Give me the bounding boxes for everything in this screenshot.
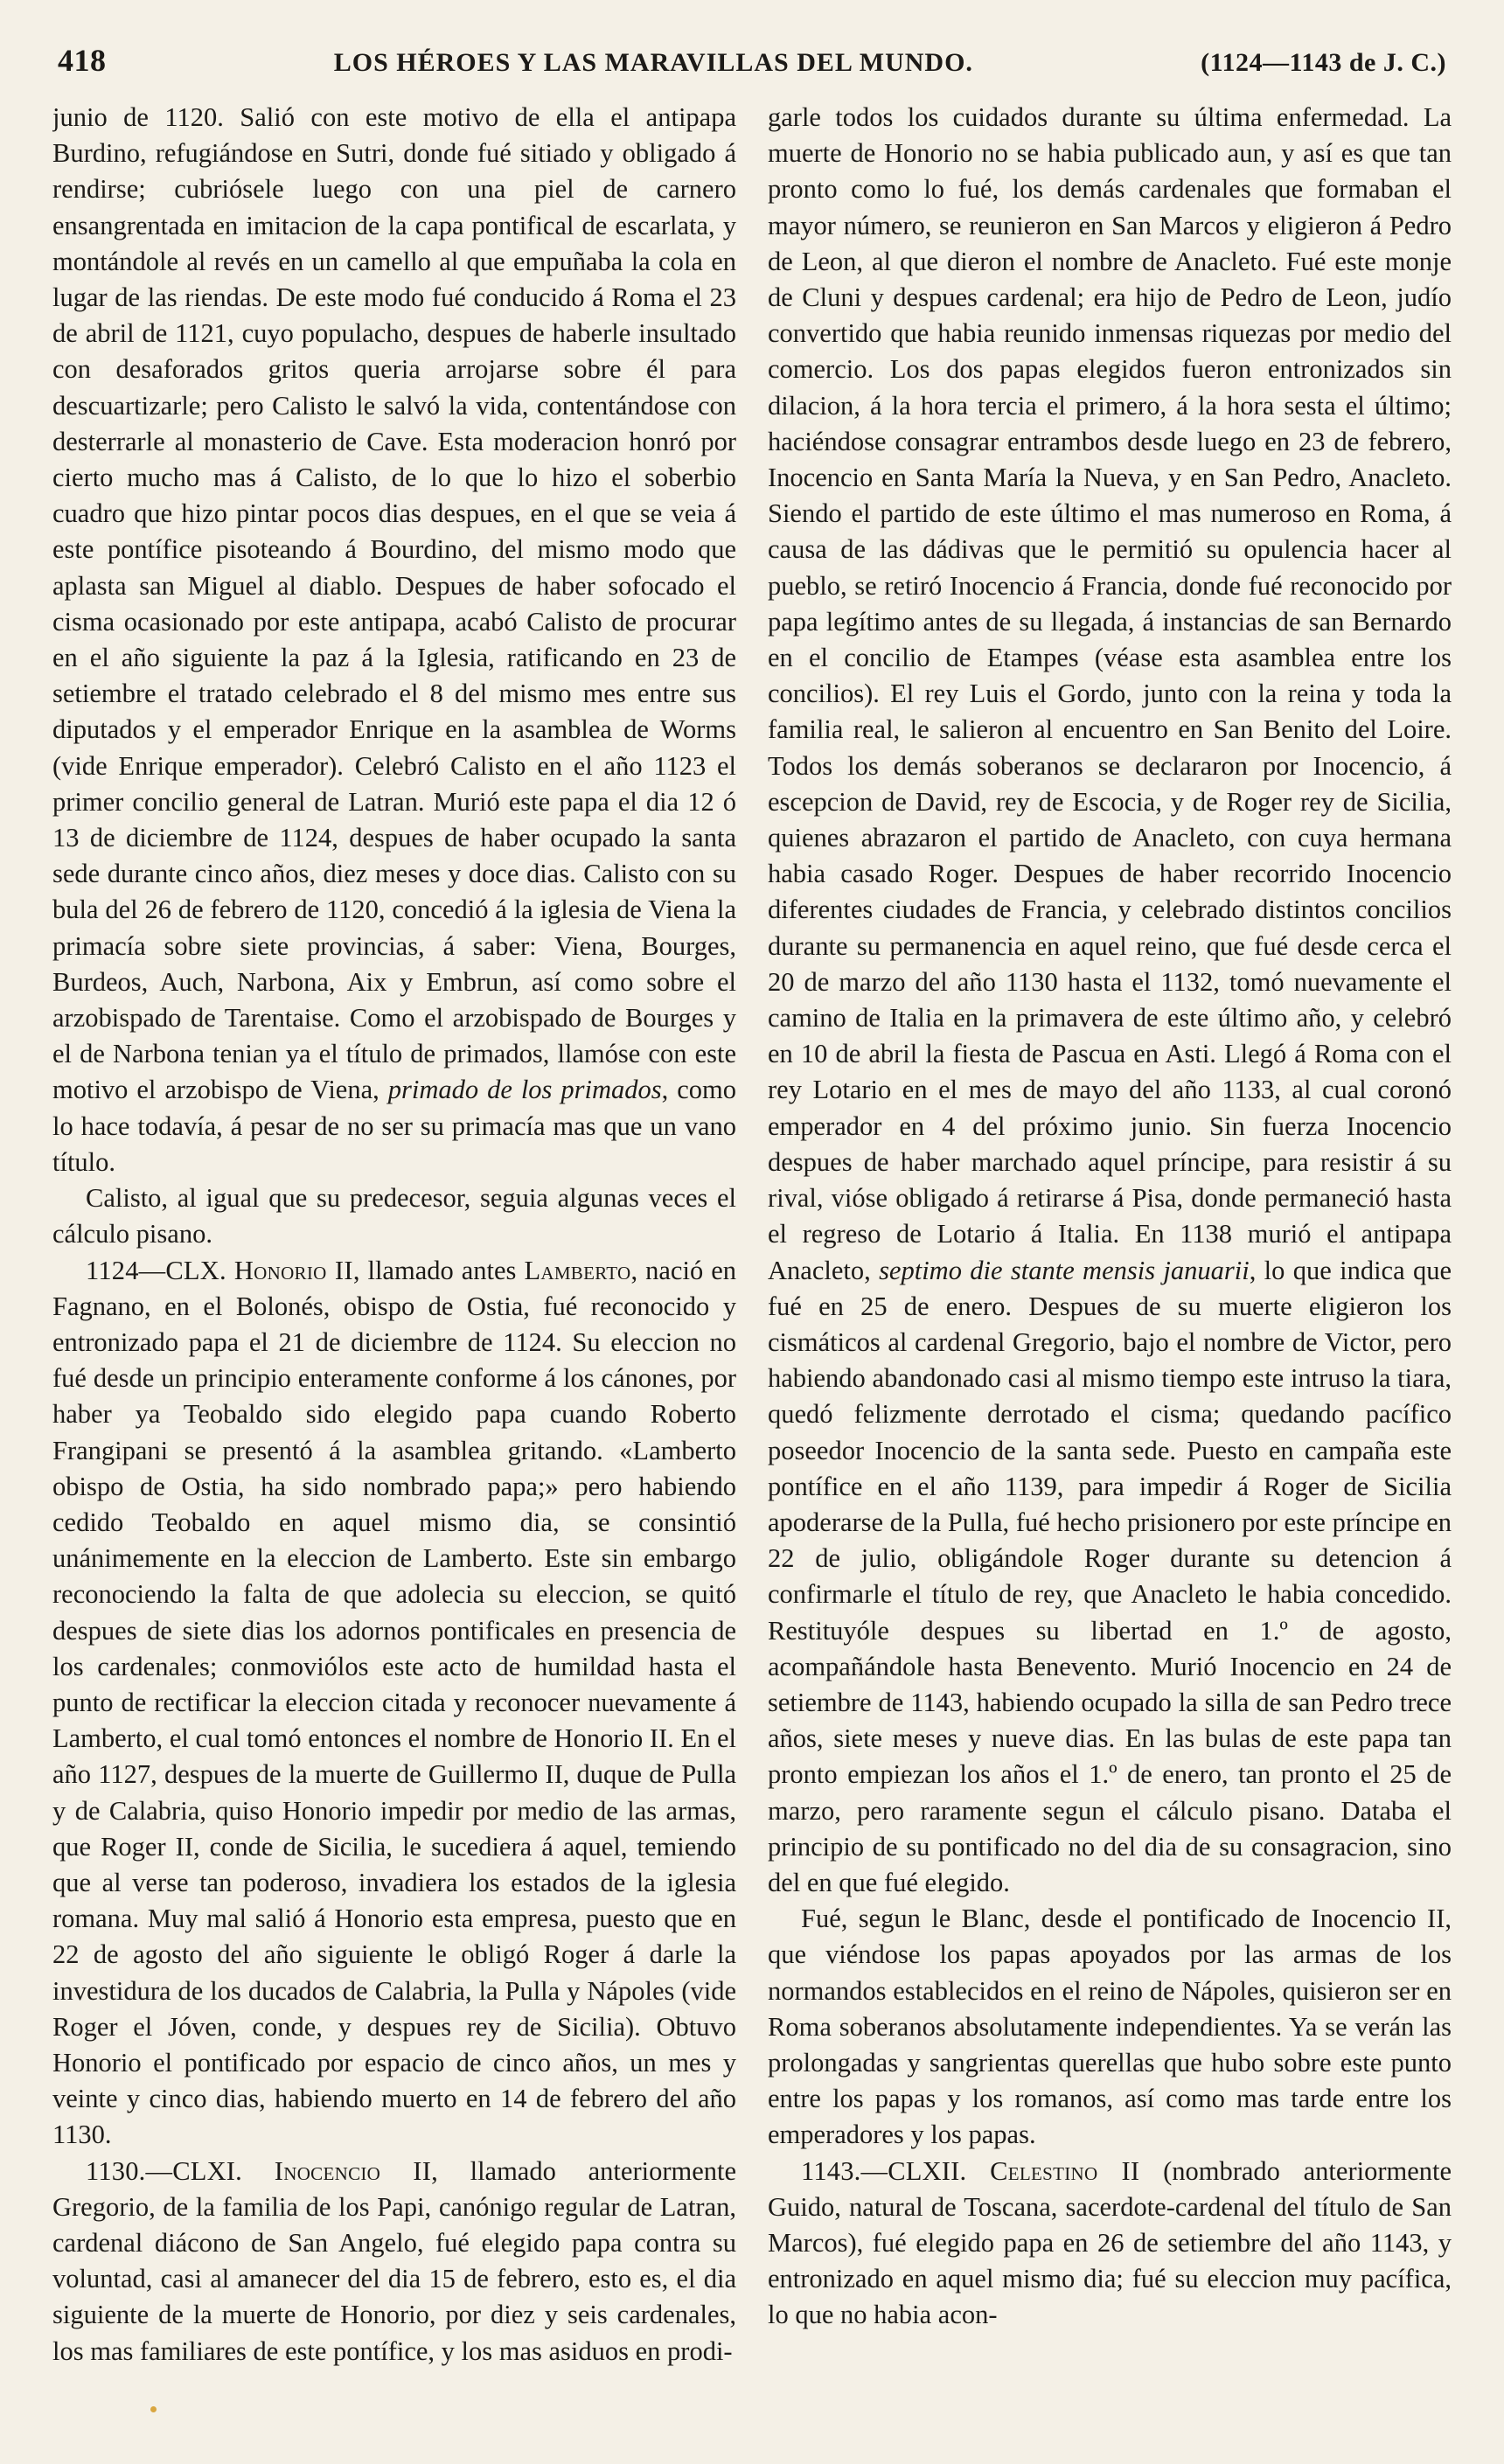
paragraph xyxy=(768,1901,1452,2153)
text-run: , nació en Fagnano, en el Bolonés, obispo de Ostia, fué reconocido y entronizado papa el 21 de diciembre de 1124. Su eleccion no fué desde un principio enteramente conforme á los cánones, por haber ya Teobaldo sido elegido papa cuando Roberto Frangipani se presentó á la asamblea gritando. «Lamberto obispo de Ostia, ha sido nombrado papa;» pero habiendo cedido Teobaldo en aquel mismo dia, se consintió unánimemente en la eleccion de Lamberto. Este sin embargo reconociendo la falta de que adolecia su eleccion, se quitó despues de siete dias los adornos pontificales en presencia de los cardenales; conmoviólos este acto de humildad hasta el punto de rectificar la eleccion citada y reconocer nuevamente á Lamberto, el cual tomó entonces el nombre de Honorio II. En el año 1127, despues de la muerte de Guillermo II, duque de Pulla y de Calabria, quiso Honorio impedir por medio de las armas, que Roger II, conde de Sicilia, le sucediera á aquel, temiendo que al verse tan poderoso, invadiera los estados de la iglesia romana. Muy mal salió á Honorio esta empresa, puesto que en 22 de agosto del año siguiente le obligó Roger á darle la investidura de los ducados de Calabria, la Pulla y Nápoles (vide Roger el Jóven, conde, y despues rey de Sicilia). Obtuvo Honorio el pontificado por espacio de cinco años, un mes y veinte y cinco dias, habiendo muerto en 14 de febrero del año 1130. xyxy=(52,1255,736,2150)
book-title: LOS HÉROES Y LAS MARAVILLAS DEL MUNDO. xyxy=(333,48,973,77)
paragraph xyxy=(52,100,736,1180)
paragraph xyxy=(768,100,1452,1901)
text-run: Fué, segun le Blanc, desde el pontificado de Inocencio II, que viéndose los papas apoyados por las armas de los normandos establecidos en el reino de Nápoles, quisieron ser en Roma soberanos absolutamente independientes. Ya se verán las prolongadas y sangrientas querellas que hubo sobre este punto entre los papas y los romanos, así como mas tarde entre los emperadores y los papas. xyxy=(768,1904,1452,2150)
text-run: (nombrado anteriormente Guido, natural de Toscana, sacerdote-cardenal del título de San Marcos), fué elegido papa en 26 de setiembre del año 1143, y entronizado en aquel mismo dia; fué su eleccion muy pacífica, lo que no habia acon- xyxy=(768,2155,1452,2330)
date-range: (1124—1143 de J. C.) xyxy=(1201,48,1446,77)
pope-name: Celestino II xyxy=(990,2155,1140,2186)
text-run: , lo que indica que fué en 25 de enero. Despues de su muerte eligieron los cismáticos al cardenal Gregorio, bajo el nombre de Victor, pero habiendo abandonado casi al mismo tiempo este intruso la tiara, quedó felizmente derrotado el cisma; quedando pacífico poseedor Inocencio de la santa sede. Puesto en campaña este pontífice en el año 1139, para impedir á Roger de Sicilia apoderarse de la Pulla, fué hecho prisionero por este príncipe en 22 de julio, obligándole Roger durante su detencion á confirmarle el título de rey, que Anacleto le habia concedido. Restituyóle despues su libertad en 1.º de agosto, acompañándole hasta Benevento. Murió Inocencio en 24 de setiembre de 1143, habiendo ocupado la silla de san Pedro trece años, siete meses y nueve dias. En las bulas de este papa tan pronto empiezan los años el 1.º de enero, tan pronto el 25 de marzo, pero raramente segun el cálculo pisano. Databa el principio de su pontificado no del dia de su consagracion, sino del en que fué elegido. xyxy=(768,1255,1452,1897)
papal-entry xyxy=(52,1253,736,2154)
italic-phrase: septimo die stante mensis januarii xyxy=(879,1255,1250,1285)
pope-name: Inocencio II xyxy=(274,2155,432,2186)
entry-number: 1143.—CLXII. xyxy=(801,2155,967,2186)
page-number: 418 xyxy=(58,43,107,78)
right-column xyxy=(768,100,1452,2370)
left-column xyxy=(52,100,736,2370)
papal-entry xyxy=(52,2154,736,2370)
italic-phrase: primado de los primados xyxy=(387,1075,662,1105)
paper-speck xyxy=(150,2406,157,2412)
text-run: , llamado anteriormente Gregorio, de la familia de los Papi, canónigo regular de Latran, cardenal diácono de San Angelo, fué elegido papa contra su voluntad, casi al amanecer del dia 15 de febrero, esto es, el dia siguiente de la muerte de Honorio, por diez y seis cardenales, los mas familiares de este pontífice, y los mas asiduos en prodi- xyxy=(52,2155,737,2366)
text-columns xyxy=(52,100,1452,2370)
text-run: , como lo hace todavía, á pesar de no ser su primacía mas que un vano título. xyxy=(52,1075,736,1177)
text-run: Calisto, al igual que su predecesor, seguia algunas veces el cálculo pisano. xyxy=(52,1183,736,1249)
pope-name: Honorio II xyxy=(233,1255,353,1285)
paragraph xyxy=(52,1180,736,1252)
entry-number: 1130.—CLXI. xyxy=(86,2155,242,2186)
text-run: garle todos los cuidados durante su última enfermedad. La muerte de Honorio no se habia publicado aun, y así es que tan pronto como lo fué, los demás cardenales que formaban el mayor número, se reunieron en San Marcos y eligieron á Pedro de Leon, al que dieron el nombre de Anacleto. Fué este monje de Cluni y despues cardenal; era hijo de Pedro de Leon, judío convertido que habia reunido inmensas riquezas por medio del comercio. Los dos papas elegidos fueron entronizados sin dilacion, á la hora tercia el primero, á la hora sesta el último; haciéndose consagrar entrambos desde luego en 23 de febrero, Inocencio en Santa María la Nueva, y en San Pedro, Anacleto. Siendo el partido de este último el mas numeroso en Roma, á causa de las dádivas que le permitió su opulencia hacer al pueblo, se retiró Inocencio á Francia, donde fué reconocido por papa legítimo antes de su llegada, á instancias de san Bernardo en el concilio de Etampes (véase esta asamblea entre los concilios). El rey Luis el Gordo, junto con la reina y toda la familia real, le salieron al encuentro en San Benito del Loire. Todos los demás soberanos se declararon por Inocencio, á escepcion de David, rey de Escocia, y de Roger rey de Sicilia, quienes abrazaron el partido de Anacleto, con cuya hermana habia casado Roger. Despues de haber recorrido Inocencio diferentes ciudades de Francia, y celebrado distintos concilios durante su permanencia en aquel reino, que fué desde cerca el 20 de marzo del año 1130 hasta el 1132, tomó nuevamente el camino de Italia en la primavera de este último año, y celebró en 10 de abril la fiesta de Pascua en Asti. Llegó á Roma con el rey Lotario en el mes de mayo del año 1133, al cual coronó emperador en 4 del próximo junio. Sin fuerza Inocencio despues de haber marchado aquel príncipe, para resistir á su rival, vióse obligado á retirarse á Pisa, donde permaneció hasta el regreso de Lotario á Italia. En 1138 murió el antipapa Anacleto, xyxy=(768,102,1452,1285)
pope-former-name: Lamberto xyxy=(524,1255,631,1285)
entry-number: 1124—CLX. xyxy=(86,1255,226,1285)
papal-entry xyxy=(768,2154,1452,2334)
text-run: , llamado antes xyxy=(352,1255,517,1285)
running-header xyxy=(52,42,1452,94)
text-run: junio de 1120. Salió con este motivo de ella el antipapa Burdino, refugiándose en Sutri, donde fué sitiado y obligado á rendirse; cubriósele luego con una piel de carnero ensangrentada en imitacion de la capa pontifical de escarlata, y montándole al revés en un camello al que empuñaba la cola en lugar de las riendas. De este modo fué conducido á Roma el 23 de abril de 1121, cuyo populacho, despues de haberle insultado con desaforados gritos queria arrojarse sobre él para descuartizarle; pero Calisto le salvó la vida, contentándose con desterrarle al monasterio de Cave. Esta moderacion honró por cierto mucho mas á Calisto, de lo que lo hizo el soberbio cuadro que hizo pintar pocos dias despues, en el que se veia á este pontífice pisoteando á Bourdino, del mismo modo que aplasta san Miguel al diablo. Despues de haber sofocado el cisma ocasionado por este antipapa, acabó Calisto de procurar en el año siguiente la paz á la Iglesia, ratificando en 23 de setiembre el tratado celebrado el 8 del mismo mes entre sus diputados y el emperador Enrique en la asamblea de Worms (vide Enrique emperador). Celebró Calisto en el año 1123 el primer concilio general de Latran. Murió este papa el dia 12 ó 13 de diciembre de 1124, despues de haber ocupado la santa sede durante cinco años, diez meses y doce dias. Calisto con su bula del 26 de febrero de 1120, concedió á la iglesia de Viena la primacía sobre siete provincias, á saber: Viena, Bourges, Burdeos, Auch, Narbona, Aix y Embrun, así como sobre el arzobispado de Tarentaise. Como el arzobispado de Bourges y el de Narbona tenian ya el título de primados, llamóse con este motivo el arzobispo de Viena, xyxy=(52,102,736,1105)
book-page xyxy=(52,42,1452,2438)
